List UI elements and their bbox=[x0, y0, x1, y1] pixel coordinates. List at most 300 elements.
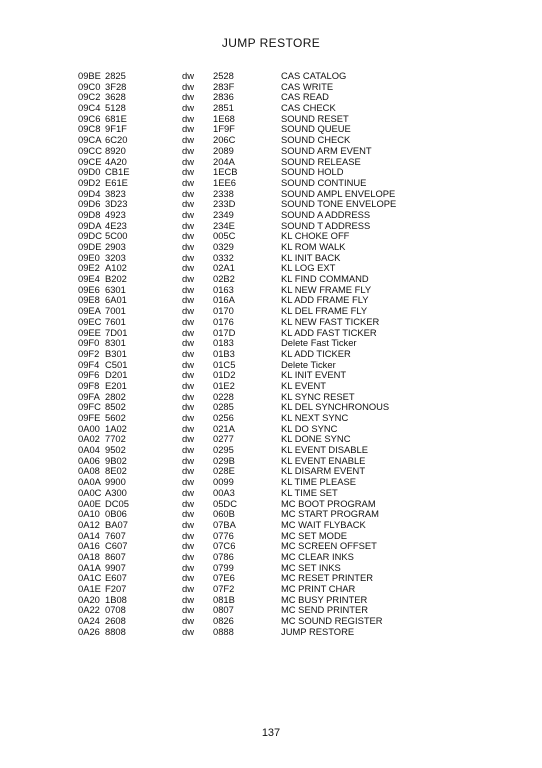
value: 0183 bbox=[213, 337, 234, 349]
address: 0A0A bbox=[78, 476, 101, 488]
address: 09FA bbox=[78, 390, 100, 402]
value: 2851 bbox=[213, 102, 234, 114]
bytes: B202 bbox=[105, 273, 127, 285]
value: 2089 bbox=[213, 144, 234, 156]
bytes: DC05 bbox=[105, 497, 129, 509]
directive: dw bbox=[182, 444, 194, 456]
directive: dw bbox=[182, 134, 194, 146]
routine-name: KL NEW FAST TICKER bbox=[281, 315, 380, 327]
value: 234E bbox=[213, 219, 235, 231]
directive: dw bbox=[182, 219, 194, 231]
value: 0786 bbox=[213, 550, 234, 562]
value: 1F9F bbox=[213, 123, 235, 135]
directive: dw bbox=[182, 486, 194, 498]
value: 0888 bbox=[213, 625, 234, 637]
listing-row bbox=[78, 103, 458, 114]
listing-row bbox=[78, 349, 458, 360]
bytes: 7001 bbox=[105, 305, 126, 317]
bytes: 2903 bbox=[105, 241, 126, 252]
bytes: 9900 bbox=[105, 476, 126, 488]
value: 028E bbox=[213, 465, 235, 477]
directive: dw bbox=[182, 401, 194, 413]
routine-name: KL DO SYNC bbox=[281, 422, 338, 434]
bytes: 7702 bbox=[105, 433, 126, 445]
routine-name: MC CLEAR INKS bbox=[281, 550, 354, 562]
listing-row bbox=[78, 563, 458, 574]
bytes: 7607 bbox=[105, 529, 126, 541]
routine-name: KL ROM WALK bbox=[281, 241, 346, 252]
value: 01E2 bbox=[213, 379, 235, 391]
value: 02A1 bbox=[213, 262, 235, 274]
directive: dw bbox=[182, 508, 194, 520]
directive: dw bbox=[182, 593, 194, 605]
directive: dw bbox=[182, 604, 194, 616]
listing-row bbox=[78, 157, 458, 168]
directive: dw bbox=[182, 283, 194, 295]
address: 09F4 bbox=[78, 358, 100, 370]
routine-name: SOUND TONE ENVELOPE bbox=[281, 198, 397, 210]
directive: dw bbox=[182, 422, 194, 434]
address: 09CC bbox=[78, 144, 102, 156]
bytes: 4E23 bbox=[105, 219, 127, 231]
directive: dw bbox=[182, 262, 194, 274]
directive: dw bbox=[182, 176, 194, 188]
routine-name: MC BUSY PRINTER bbox=[281, 593, 368, 605]
directive: dw bbox=[182, 497, 194, 509]
value: 0285 bbox=[213, 401, 234, 413]
listing-row bbox=[78, 263, 458, 274]
directive: dw bbox=[182, 347, 194, 359]
address: 09C0 bbox=[78, 80, 101, 92]
routine-name: KL DISARM EVENT bbox=[281, 465, 366, 477]
directive: dw bbox=[182, 369, 194, 381]
address: 09D2 bbox=[78, 176, 101, 188]
bytes: 7D01 bbox=[105, 326, 128, 338]
address: 09C8 bbox=[78, 123, 101, 135]
routine-name: KL DEL SYNCHRONOUS bbox=[281, 401, 390, 413]
page-number: 137 bbox=[261, 727, 281, 739]
address: 0A02 bbox=[78, 433, 100, 445]
address: 0A06 bbox=[78, 454, 100, 466]
bytes: 4A20 bbox=[105, 155, 127, 167]
bytes: 5128 bbox=[105, 102, 126, 114]
bytes: 3D23 bbox=[105, 198, 128, 210]
listing-row bbox=[78, 541, 458, 552]
routine-name: KL DONE SYNC bbox=[281, 433, 351, 445]
routine-name: SOUND AMPL ENVELOPE bbox=[281, 187, 396, 199]
directive: dw bbox=[182, 476, 194, 488]
directive: dw bbox=[182, 518, 194, 530]
listing-row bbox=[78, 167, 458, 178]
bytes: 9907 bbox=[105, 561, 126, 573]
listing-row bbox=[78, 573, 458, 584]
value: 206C bbox=[213, 134, 236, 146]
directive: dw bbox=[182, 465, 194, 477]
routine-name: SOUND A ADDRESS bbox=[281, 208, 371, 220]
listing-row bbox=[78, 199, 458, 210]
address: 0A26 bbox=[78, 625, 100, 637]
routine-name: CAS WRITE bbox=[281, 80, 334, 92]
bytes: 7601 bbox=[105, 315, 126, 327]
address: 09E2 bbox=[78, 262, 100, 274]
listing-row bbox=[78, 124, 458, 135]
routine-name: KL INIT EVENT bbox=[281, 369, 347, 381]
listing-row bbox=[78, 285, 458, 296]
address: 0A1A bbox=[78, 561, 101, 573]
address: 0A0C bbox=[78, 486, 102, 498]
value: 0807 bbox=[213, 604, 234, 616]
value: 07E6 bbox=[213, 572, 235, 584]
routine-name: Delete Fast Ticker bbox=[281, 337, 357, 349]
address: 09DC bbox=[78, 230, 102, 242]
listing-row bbox=[78, 509, 458, 520]
address: 0A0E bbox=[78, 497, 101, 509]
value: 1ECB bbox=[213, 166, 238, 178]
address: 0A00 bbox=[78, 422, 100, 434]
directive: dw bbox=[182, 305, 194, 317]
address: 09EE bbox=[78, 326, 101, 338]
routine-name: KL EVENT bbox=[281, 379, 326, 391]
routine-name: KL TIME PLEASE bbox=[281, 476, 357, 488]
listing-row bbox=[78, 616, 458, 627]
address: 09F0 bbox=[78, 337, 100, 349]
address: 0A1C bbox=[78, 572, 102, 584]
routine-name: CAS READ bbox=[281, 91, 329, 103]
listing-row bbox=[78, 434, 458, 445]
bytes: 4923 bbox=[105, 208, 126, 220]
directive: dw bbox=[182, 529, 194, 541]
address: 09D4 bbox=[78, 187, 101, 199]
directive: dw bbox=[182, 91, 194, 103]
listing-row bbox=[78, 605, 458, 616]
directive: dw bbox=[182, 187, 194, 199]
bytes: B301 bbox=[105, 347, 127, 359]
value: 0332 bbox=[213, 251, 234, 263]
routine-name: CAS CATALOG bbox=[281, 70, 347, 81]
value: 01C5 bbox=[213, 358, 236, 370]
value: 204A bbox=[213, 155, 235, 167]
address: 0A10 bbox=[78, 508, 100, 520]
directive: dw bbox=[182, 433, 194, 445]
listing-row bbox=[78, 92, 458, 103]
value: 283F bbox=[213, 80, 235, 92]
directive: dw bbox=[182, 390, 194, 402]
value: 021A bbox=[213, 422, 235, 434]
address: 0A24 bbox=[78, 615, 100, 627]
directive: dw bbox=[182, 326, 194, 338]
listing-row bbox=[78, 488, 458, 499]
value: 0163 bbox=[213, 283, 234, 295]
directive: dw bbox=[182, 337, 194, 349]
routine-name: KL ADD FRAME FLY bbox=[281, 294, 369, 306]
address: 09EC bbox=[78, 315, 102, 327]
listing-row bbox=[78, 381, 458, 392]
directive: dw bbox=[182, 358, 194, 370]
listing-row bbox=[78, 413, 458, 424]
listing-row bbox=[78, 210, 458, 221]
address: 0A1E bbox=[78, 583, 101, 594]
listing-row bbox=[78, 178, 458, 189]
address: 0A14 bbox=[78, 529, 100, 541]
routine-name: MC SEND PRINTER bbox=[281, 604, 368, 616]
listing-row bbox=[78, 402, 458, 413]
routine-name: MC SET MODE bbox=[281, 529, 347, 541]
value: 2338 bbox=[213, 187, 234, 199]
bytes: 9502 bbox=[105, 444, 126, 456]
directive: dw bbox=[182, 294, 194, 306]
value: 016A bbox=[213, 294, 235, 306]
bytes: 5C00 bbox=[105, 230, 128, 242]
address: 09EA bbox=[78, 305, 101, 317]
listing-row bbox=[78, 317, 458, 328]
bytes: C501 bbox=[105, 358, 128, 370]
listing-row bbox=[78, 424, 458, 435]
address: 0A04 bbox=[78, 444, 100, 456]
address: 09DE bbox=[78, 241, 102, 252]
bytes: 3823 bbox=[105, 187, 126, 199]
routine-name: KL CHOKE OFF bbox=[281, 230, 350, 242]
bytes: 2802 bbox=[105, 390, 126, 402]
address: 09C6 bbox=[78, 112, 101, 124]
value: 01B3 bbox=[213, 347, 235, 359]
value: 0170 bbox=[213, 305, 234, 317]
value: 0799 bbox=[213, 561, 234, 573]
listing-row bbox=[78, 328, 458, 339]
listing-row bbox=[78, 306, 458, 317]
listing-row bbox=[78, 595, 458, 606]
address: 09FC bbox=[78, 401, 101, 413]
routine-name: KL INIT BACK bbox=[281, 251, 341, 263]
value: 02B2 bbox=[213, 273, 235, 285]
routine-name: SOUND CHECK bbox=[281, 134, 351, 146]
bytes: 0B06 bbox=[105, 508, 127, 520]
value: 081B bbox=[213, 593, 235, 605]
directive: dw bbox=[182, 70, 194, 81]
bytes: 9B02 bbox=[105, 454, 127, 466]
routine-name: MC RESET PRINTER bbox=[281, 572, 374, 584]
bytes: 2608 bbox=[105, 615, 126, 627]
bytes: 8920 bbox=[105, 144, 126, 156]
bytes: D201 bbox=[105, 369, 128, 381]
bytes: E61E bbox=[105, 176, 128, 188]
bytes: 3F28 bbox=[105, 80, 127, 92]
bytes: CB1E bbox=[105, 166, 130, 178]
directive: dw bbox=[182, 379, 194, 391]
listing-row bbox=[78, 231, 458, 242]
bytes: BA07 bbox=[105, 518, 128, 530]
bytes: 8808 bbox=[105, 625, 126, 637]
bytes: 2825 bbox=[105, 70, 126, 81]
address: 09DA bbox=[78, 219, 102, 231]
listing-row bbox=[78, 253, 458, 264]
routine-name: KL ADD TICKER bbox=[281, 347, 351, 359]
address: 0A12 bbox=[78, 518, 100, 530]
routine-name: KL NEW FRAME FLY bbox=[281, 283, 372, 295]
code-listing bbox=[78, 71, 458, 637]
listing-row bbox=[78, 370, 458, 381]
routine-name: Delete Ticker bbox=[281, 358, 336, 370]
listing-row bbox=[78, 520, 458, 531]
routine-name: MC SET INKS bbox=[281, 561, 341, 573]
value: 0099 bbox=[213, 476, 234, 488]
listing-row bbox=[78, 499, 458, 510]
listing-row bbox=[78, 146, 458, 157]
listing-row bbox=[78, 627, 458, 638]
value: 07C6 bbox=[213, 540, 236, 552]
routine-name: MC SCREEN OFFSET bbox=[281, 540, 377, 552]
value: 0277 bbox=[213, 433, 234, 445]
value: 0826 bbox=[213, 615, 234, 627]
routine-name: SOUND RELEASE bbox=[281, 155, 361, 167]
directive: dw bbox=[182, 273, 194, 285]
routine-name: MC SOUND REGISTER bbox=[281, 615, 383, 627]
address: 0A08 bbox=[78, 465, 100, 477]
bytes: 6A01 bbox=[105, 294, 127, 306]
listing-row bbox=[78, 445, 458, 456]
bytes: 0708 bbox=[105, 604, 126, 616]
routine-name: MC WAIT FLYBACK bbox=[281, 518, 366, 530]
bytes: 8607 bbox=[105, 550, 126, 562]
routine-name: CAS CHECK bbox=[281, 102, 336, 114]
routine-name: KL TIME SET bbox=[281, 486, 338, 498]
address: 09D6 bbox=[78, 198, 101, 210]
directive: dw bbox=[182, 102, 194, 114]
address: 09F6 bbox=[78, 369, 100, 381]
routine-name: JUMP RESTORE bbox=[281, 625, 355, 637]
routine-name: SOUND CONTINUE bbox=[281, 176, 367, 188]
address: 09C2 bbox=[78, 91, 101, 103]
directive: dw bbox=[182, 112, 194, 124]
routine-name: SOUND T ADDRESS bbox=[281, 219, 371, 231]
routine-name: KL DEL FRAME FLY bbox=[281, 305, 368, 317]
directive: dw bbox=[182, 198, 194, 210]
address: 0A16 bbox=[78, 540, 100, 552]
routine-name: KL EVENT ENABLE bbox=[281, 454, 366, 466]
routine-name: KL NEXT SYNC bbox=[281, 412, 349, 423]
listing-row bbox=[78, 584, 458, 595]
routine-name: MC START PROGRAM bbox=[281, 508, 379, 520]
listing-row bbox=[78, 82, 458, 93]
value: 1EE6 bbox=[213, 176, 236, 188]
bytes: 3203 bbox=[105, 251, 126, 263]
address: 09E8 bbox=[78, 294, 100, 306]
listing-row bbox=[78, 477, 458, 488]
directive: dw bbox=[182, 155, 194, 167]
directive: dw bbox=[182, 241, 194, 252]
bytes: 5602 bbox=[105, 412, 126, 423]
routine-name: SOUND HOLD bbox=[281, 166, 344, 178]
listing-row bbox=[78, 338, 458, 349]
bytes: 1A02 bbox=[105, 422, 127, 434]
directive: dw bbox=[182, 572, 194, 584]
directive: dw bbox=[182, 615, 194, 627]
address: 0A20 bbox=[78, 593, 100, 605]
listing-row bbox=[78, 221, 458, 232]
directive: dw bbox=[182, 251, 194, 263]
directive: dw bbox=[182, 315, 194, 327]
bytes: 8301 bbox=[105, 337, 126, 349]
bytes: C607 bbox=[105, 540, 128, 552]
listing-row bbox=[78, 360, 458, 371]
listing-row bbox=[78, 274, 458, 285]
routine-name: KL LOG EXT bbox=[281, 262, 336, 274]
bytes: E201 bbox=[105, 379, 127, 391]
address: 09D0 bbox=[78, 166, 101, 178]
address: 09F2 bbox=[78, 347, 100, 359]
listing-row bbox=[78, 531, 458, 542]
listing-row bbox=[78, 295, 458, 306]
directive: dw bbox=[182, 625, 194, 637]
directive: dw bbox=[182, 454, 194, 466]
listing-row bbox=[78, 114, 458, 125]
directive: dw bbox=[182, 208, 194, 220]
value: 233D bbox=[213, 198, 236, 210]
address: 09CA bbox=[78, 134, 102, 146]
routine-name: KL SYNC RESET bbox=[281, 390, 355, 402]
listing-row bbox=[78, 552, 458, 563]
address: 09E6 bbox=[78, 283, 100, 295]
value: 0176 bbox=[213, 315, 234, 327]
directive: dw bbox=[182, 166, 194, 178]
routine-name: SOUND ARM EVENT bbox=[281, 144, 372, 156]
routine-name: KL EVENT DISABLE bbox=[281, 444, 369, 456]
address: 09C4 bbox=[78, 102, 101, 114]
address: 09E0 bbox=[78, 251, 100, 263]
bytes: 3628 bbox=[105, 91, 126, 103]
routine-name: MC PRINT CHAR bbox=[281, 583, 356, 594]
value: 07BA bbox=[213, 518, 236, 530]
bytes: 9F1F bbox=[105, 123, 127, 135]
bytes: 1B08 bbox=[105, 593, 127, 605]
directive: dw bbox=[182, 550, 194, 562]
value: 05DC bbox=[213, 497, 237, 509]
bytes: 6301 bbox=[105, 283, 126, 295]
address: 09D8 bbox=[78, 208, 101, 220]
value: 0228 bbox=[213, 390, 234, 402]
routine-name: MC BOOT PROGRAM bbox=[281, 497, 376, 509]
bytes: A102 bbox=[105, 262, 127, 274]
address: 09F8 bbox=[78, 379, 100, 391]
listing-row bbox=[78, 466, 458, 477]
bytes: 8502 bbox=[105, 401, 126, 413]
routine-name: KL ADD FAST TICKER bbox=[281, 326, 377, 338]
value: 060B bbox=[213, 508, 235, 520]
directive: dw bbox=[182, 144, 194, 156]
directive: dw bbox=[182, 230, 194, 242]
bytes: A300 bbox=[105, 486, 127, 498]
bytes: 681E bbox=[105, 112, 127, 124]
bytes: 8E02 bbox=[105, 465, 127, 477]
listing-row bbox=[78, 456, 458, 467]
address: 09E4 bbox=[78, 273, 100, 285]
routine-name: SOUND RESET bbox=[281, 112, 349, 124]
directive: dw bbox=[182, 123, 194, 135]
directive: dw bbox=[182, 80, 194, 92]
bytes: F207 bbox=[105, 583, 127, 594]
value: 2836 bbox=[213, 91, 234, 103]
bytes: E607 bbox=[105, 572, 127, 584]
address: 0A18 bbox=[78, 550, 100, 562]
listing-row bbox=[78, 392, 458, 403]
address: 09FE bbox=[78, 412, 101, 423]
value: 0776 bbox=[213, 529, 234, 541]
value: 00A3 bbox=[213, 486, 235, 498]
listing-row bbox=[78, 135, 458, 146]
address: 0A22 bbox=[78, 604, 100, 616]
directive: dw bbox=[182, 412, 194, 423]
directive: dw bbox=[182, 561, 194, 573]
routine-name: KL FIND COMMAND bbox=[281, 273, 369, 285]
